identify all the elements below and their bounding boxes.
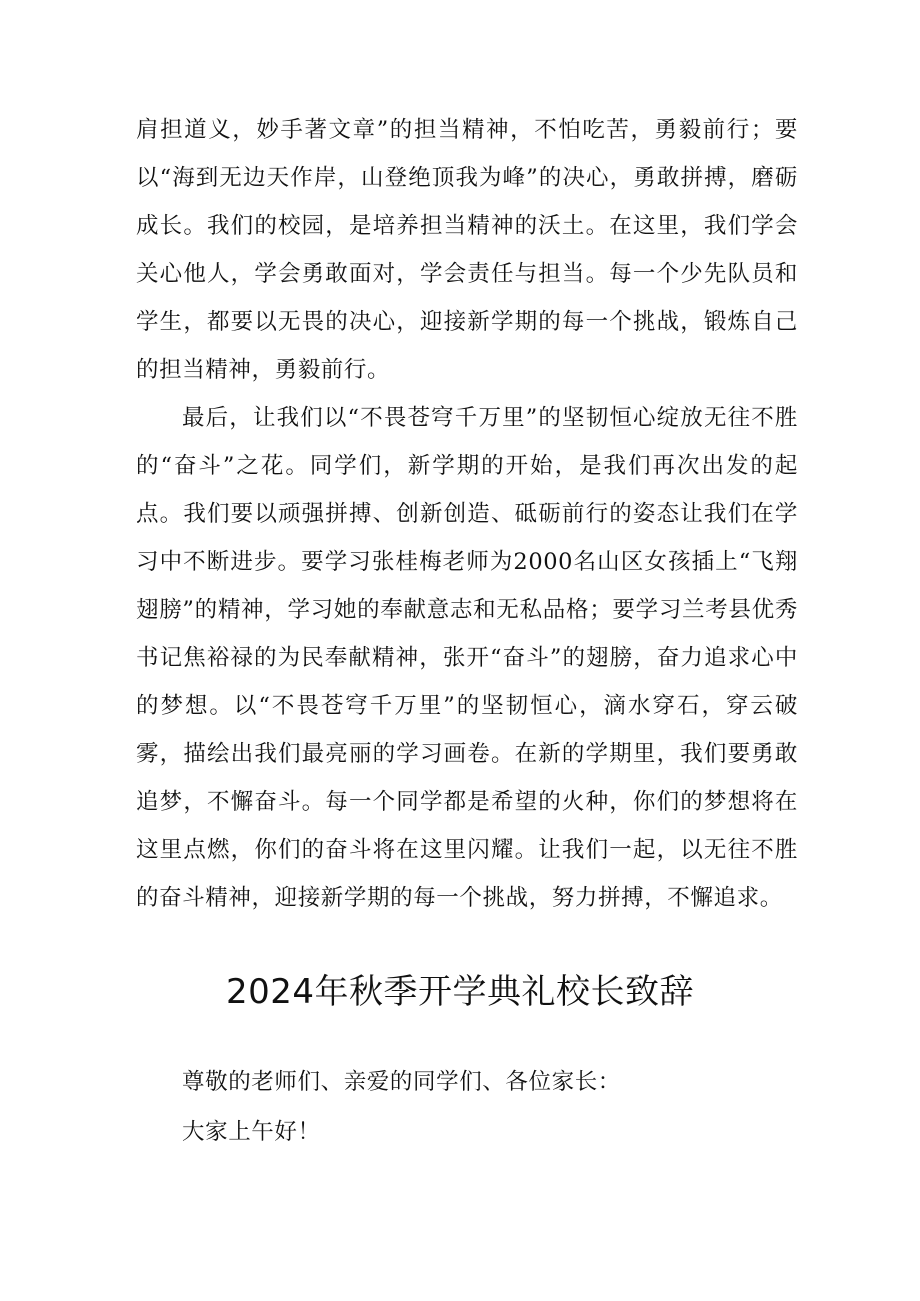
speech-title: 2024年秋季开学典礼校长致辞 [225,972,695,1012]
salutation-line: 尊敬的老师们、亲爱的同学们、各位家长： [182,1069,621,1095]
greeting-line: 大家上午好！ [182,1119,321,1145]
body-paragraph-2: 最后，让我们以“不畏苍穹千万里”的坚韧恒心绽放无往不胜的“奋斗”之花。同学们，新学期的开始，是我们再次出发的起点。我们要以顽强拼搏、创新创造、砥砺前行的姿态让我们在学习中不断进步。要学习张桂梅老师为2000名山区女孩插上“飞翔翅膀”的精神，学习她的奉献意志和无私品格；要学习兰考县优秀书记焦裕禄的为民奉献精神，张开“奋斗”的翅膀，奋力追求心中的梦想。以“不畏苍穹千万里”的坚韧恒心，滴水穿石，穿云破雾，描绘出我们最亮丽的学习画卷。在新的学期里，我们要勇敢追梦，不懈奋斗。每一个同学都是希望的火种，你们的梦想将在这里点燃，你们的奋斗将在这里闪耀。让我们一起，以无往不胜的奋斗精神，迎接新学期的每一个挑战，努力拼搏，不懈追求。 [136,405,798,911]
body-paragraph-1: 肩担道义，妙手著文章”的担当精神，不怕吃苦，勇毅前行；要以“海到无边天作岸，山登绝顶我为峰”的决心，勇敢拼搏，磨砺成长。我们的校园，是培养担当精神的沃土。在这里，我们学会关心他人，学会勇敢面对，学会责任与担当。每一个少先队员和学生，都要以无畏的决心，迎接新学期的每一个挑战，锻炼自己的担当精神，勇毅前行。 [136,117,798,383]
